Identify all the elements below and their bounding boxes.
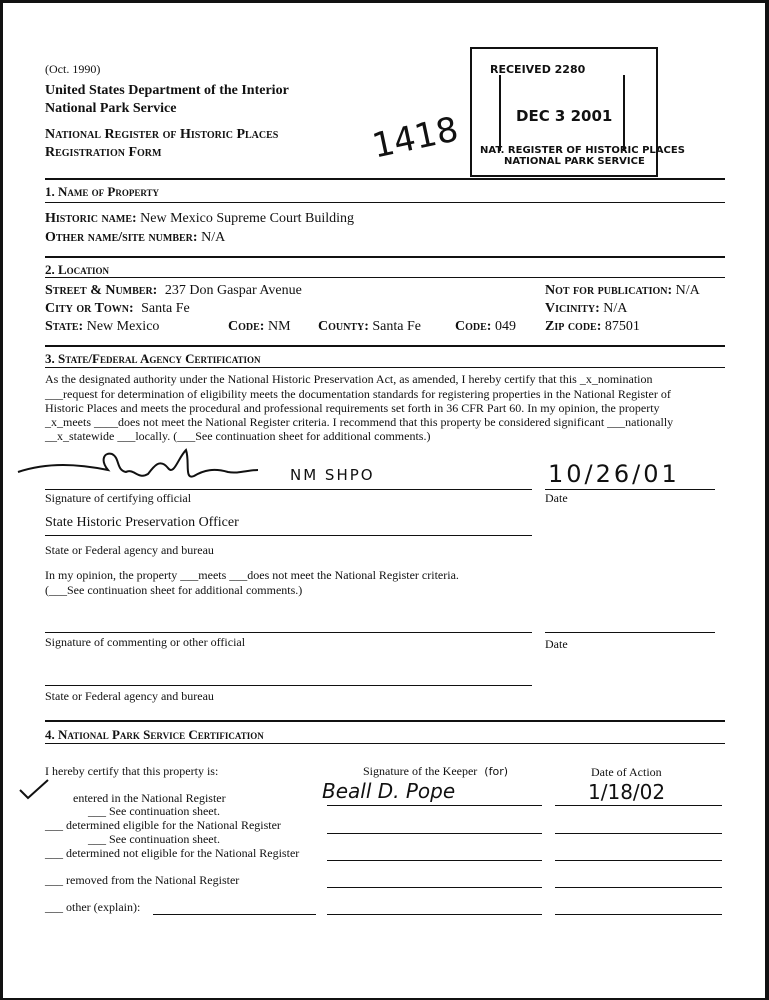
county-row (318, 319, 421, 335)
action-line-1 (555, 805, 722, 806)
vicinity-label: Vicinity: (545, 301, 600, 316)
city-row (45, 301, 190, 317)
dept-name: United States Department of the Interior (45, 83, 289, 98)
other-name-value: N/A (201, 230, 226, 245)
received-stamp (470, 47, 685, 177)
keeper-line-4 (327, 887, 542, 888)
cert-para-line1: As the designated authority under the National Historic Preservation Act, as amended, I hereby certify that this _x_nomination (45, 372, 653, 386)
vicinity-value: N/A (603, 301, 628, 316)
nps-item-entered: entered in the National Register (73, 791, 226, 805)
cert-para-line2: ___request for determination of eligibility meets the documentation standards for registering properties in the National Register of (45, 387, 671, 401)
checkmark-icon (18, 778, 50, 802)
keeper-line-3 (327, 860, 542, 861)
section4-heading: 4. National Park Service Certification (45, 727, 264, 742)
street-row (45, 283, 302, 299)
cert-para-line3: Historic Places and meets the procedural and professional requirements set forth in 36 CFR Part 60. In my opinion, the property (45, 401, 660, 415)
section3-top-rule (45, 345, 725, 347)
state-row (45, 319, 159, 335)
cert-date-line (545, 489, 715, 490)
date-of-action-label: Date of Action (591, 765, 662, 779)
nps-item-eligible-sub: ___ See continuation sheet. (88, 832, 220, 846)
cert-date-handwriting: 10/26/01 (548, 460, 680, 488)
agency-line-2 (45, 685, 532, 686)
action-line-3 (555, 860, 722, 861)
section4-top-rule (45, 720, 725, 722)
opinion-line1: In my opinion, the property ___meets ___does not meet the National Register criteria. (45, 568, 459, 582)
other-name-label: Other name/site number: (45, 230, 198, 245)
opinion-line2: (___See continuation sheet for additional comments.) (45, 583, 303, 597)
commenting-date-label: Date (545, 637, 568, 651)
state-code-value: NM (267, 319, 291, 334)
section1-heading: 1. Name of Property (45, 184, 160, 199)
form-date: (Oct. 1990) (45, 62, 101, 76)
stamp-received: RECEIVED 2280 (490, 63, 586, 76)
handwritten-reference-number: 1418 (368, 109, 462, 167)
commenting-date-line (545, 632, 715, 633)
city-label: City or Town: (45, 301, 134, 316)
zip-label: Zip code: (545, 319, 602, 334)
nfp-row (545, 283, 700, 299)
keeper-signature: Beall D. Pope (322, 779, 456, 803)
county-value: Santa Fe (372, 319, 421, 334)
service-name: National Park Service (45, 101, 177, 116)
agency-label: State or Federal agency and bureau (45, 543, 214, 557)
nps-item-other: ___ other (explain): (45, 900, 141, 914)
section1-top-rule (45, 178, 725, 180)
zip-value: 87501 (604, 319, 640, 334)
county-label: County: (318, 319, 369, 334)
form-title: Registration Form (45, 145, 162, 160)
nps-item-eligible: ___ determined eligible for the National Register (45, 818, 281, 832)
stamp-date: DEC 3 2001 (516, 107, 613, 125)
action-line-4 (555, 887, 722, 888)
keeper-line-5 (327, 914, 542, 915)
state-value: New Mexico (86, 319, 160, 334)
register-title: National Register of Historic Places (45, 127, 279, 142)
page-border-right (765, 0, 769, 1000)
keeper-label: Signature of the Keeper (363, 764, 478, 778)
nfp-value: N/A (675, 283, 700, 298)
vicinity-row (545, 301, 627, 317)
county-code-row (455, 319, 516, 335)
cert-date-label: Date (545, 491, 568, 505)
section2-top-rule (45, 256, 725, 258)
action-line-2 (555, 833, 722, 834)
explain-line (153, 914, 316, 915)
other-name-row (45, 230, 225, 246)
nps-intro: I hereby certify that this property is: (45, 764, 219, 778)
title-line (45, 535, 532, 536)
signature-handwriting: NM SHPO (290, 466, 375, 484)
keeper-note: (for) (484, 765, 509, 778)
cert-para-line5: __x_statewide ___locally. (___See continuation sheet for additional comments.) (45, 429, 431, 443)
section4-under-rule (45, 743, 725, 744)
action-date-handwriting: 1/18/02 (588, 780, 666, 804)
section3-under-rule (45, 367, 725, 368)
commenting-label: Signature of commenting or other official (45, 635, 246, 649)
street-label: Street & Number: (45, 283, 158, 298)
county-code-label: Code: (455, 319, 492, 334)
agency-label-2: State or Federal agency and bureau (45, 689, 214, 703)
state-code-row (228, 319, 291, 335)
state-label: State: (45, 319, 84, 334)
page-border-top (0, 0, 769, 3)
cert-para-line4: _x_meets ____does not meet the National Register criteria. I recommend that this property be considered significant ___nationally (45, 415, 674, 429)
cert-sig-line (45, 489, 532, 490)
commenting-sig-line (45, 632, 532, 633)
nfp-label: Not for publication: (545, 283, 673, 298)
county-code-value: 049 (494, 319, 516, 334)
nps-item-entered-sub: ___ See continuation sheet. (88, 804, 220, 818)
cert-sig-label: Signature of certifying official (45, 491, 192, 505)
certifying-title: State Historic Preservation Officer (45, 515, 239, 530)
zip-row (545, 319, 640, 335)
stamp-line2: NATIONAL PARK SERVICE (504, 156, 645, 167)
keeper-label-row (363, 764, 508, 779)
city-value: Santa Fe (141, 301, 190, 316)
page-border-left (0, 0, 3, 1000)
section3-heading: 3. State/Federal Agency Certification (45, 351, 261, 366)
historic-name-row (45, 211, 354, 227)
keeper-line-2 (327, 833, 542, 834)
keeper-line-1 (327, 805, 542, 806)
section2-heading: 2. Location (45, 262, 110, 277)
historic-name-label: Historic name: (45, 211, 137, 226)
nps-item-removed: ___ removed from the National Register (45, 873, 240, 887)
street-value: 237 Don Gaspar Avenue (164, 283, 302, 298)
action-line-5 (555, 914, 722, 915)
stamp-line1: NAT. REGISTER OF HISTORIC PLACES (480, 145, 685, 156)
section1-under-rule (45, 202, 725, 203)
state-code-label: Code: (228, 319, 265, 334)
nps-item-not-eligible: ___ determined not eligible for the National Register (45, 846, 300, 860)
historic-name-value: New Mexico Supreme Court Building (140, 211, 355, 226)
section2-under-rule (45, 277, 725, 278)
